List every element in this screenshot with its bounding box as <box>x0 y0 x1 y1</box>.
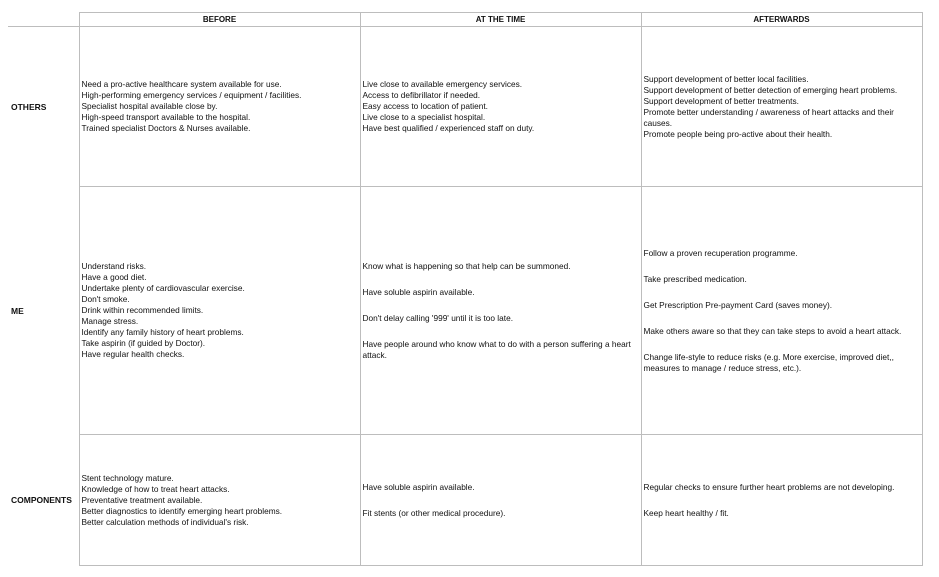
cell-item: Have regular health checks. <box>81 349 185 359</box>
cell-item: Know what is happening so that help can be summoned. <box>362 260 571 271</box>
cell-components-afterwards <box>641 435 922 566</box>
cell-item: Stent technology mature. <box>81 472 174 483</box>
cell-item: Follow a proven recuperation programme. <box>643 247 798 258</box>
cell-item: Identify any family history of heart problems. <box>81 327 244 337</box>
cell-item: Have soluble aspirin available. <box>362 481 475 492</box>
cell-item: Live close to a specialist hospital. <box>362 112 486 122</box>
cell-item: High-speed transport available to the hospital. <box>81 112 251 122</box>
cell-item: Live close to available emergency services. <box>362 79 523 89</box>
cell-item: Access to defibrillator if needed. <box>362 90 481 100</box>
cell-item: Preventative treatment available. <box>81 494 203 505</box>
cell-item: Don't delay calling '999' until it is too late. <box>362 312 513 323</box>
cell-others-at-the-time <box>360 27 641 187</box>
cell-item: Have soluble aspirin available. <box>362 286 475 297</box>
cell-item: Take aspirin (if guided by Doctor). <box>81 338 206 348</box>
cell-item: Support development of better treatments. <box>643 95 799 106</box>
header-corner <box>8 13 79 27</box>
cell-components-before <box>79 435 360 566</box>
cell-item: Support development of better detection of emerging heart problems. <box>643 84 898 95</box>
cell-item: Undertake plenty of cardiovascular exercise. <box>81 283 245 293</box>
cell-components-at-the-time <box>360 435 641 566</box>
header-at-the-time: AT THE TIME <box>360 13 641 27</box>
cell-item: Get Prescription Pre-payment Card (saves money). <box>643 299 833 310</box>
row-label-me: ME <box>8 187 79 435</box>
cell-item: Manage stress. <box>81 316 139 326</box>
cell-item: Fit stents (or other medical procedure). <box>362 507 506 518</box>
cell-others-before <box>79 27 360 187</box>
cell-me-at-the-time <box>360 187 641 435</box>
cell-item: High-performing emergency services / equipment / facilities. <box>81 90 302 100</box>
cell-item: Specialist hospital available close by. <box>81 101 218 111</box>
row-others <box>8 27 922 187</box>
cell-item: Need a pro-active healthcare system available for use. <box>81 79 282 89</box>
cell-item: Don't smoke. <box>81 294 130 304</box>
cell-me-before <box>79 187 360 435</box>
row-components <box>8 435 922 566</box>
cell-item: Knowledge of how to treat heart attacks. <box>81 483 230 494</box>
cell-item: Take prescribed medication. <box>643 273 747 284</box>
cell-item: Support development of better local facilities. <box>643 73 809 84</box>
cell-item: Trained specialist Doctors & Nurses available. <box>81 123 251 133</box>
cell-item: Easy access to location of patient. <box>362 101 488 111</box>
cell-item: Have best qualified / experienced staff on duty. <box>362 123 535 133</box>
cell-item: Keep heart healthy / fit. <box>643 507 729 518</box>
cell-item: Have a good diet. <box>81 272 147 282</box>
cell-item: Drink within recommended limits. <box>81 305 204 315</box>
row-label-others: OTHERS <box>8 27 79 187</box>
row-label-components: COMPONENTS <box>8 435 79 566</box>
cell-item: Promote better understanding / awareness of heart attacks and their causes. <box>643 106 894 128</box>
cell-item: Have people around who know what to do with a person suffering a heart attack. <box>362 338 631 360</box>
cell-me-afterwards <box>641 187 922 435</box>
cell-item: Regular checks to ensure further heart problems are not developing. <box>643 481 895 492</box>
header-row <box>8 13 922 27</box>
cell-others-afterwards <box>641 27 922 187</box>
cell-item: Better diagnostics to identify emerging heart problems. <box>81 505 283 516</box>
cell-item: Change life-style to reduce risks (e.g. More exercise, improved diet,, measures to manage / reduce stress, etc.). <box>643 351 894 373</box>
header-afterwards: AFTERWARDS <box>641 13 922 27</box>
header-before: BEFORE <box>79 13 360 27</box>
cell-item: Better calculation methods of individual's risk. <box>81 516 249 527</box>
heart-attack-matrix-table <box>8 12 923 566</box>
cell-item: Understand risks. <box>81 261 147 271</box>
cell-item: Make others aware so that they can take steps to avoid a heart attack. <box>643 325 902 336</box>
cell-item: Promote people being pro-active about their health. <box>643 128 833 139</box>
row-me <box>8 187 922 435</box>
